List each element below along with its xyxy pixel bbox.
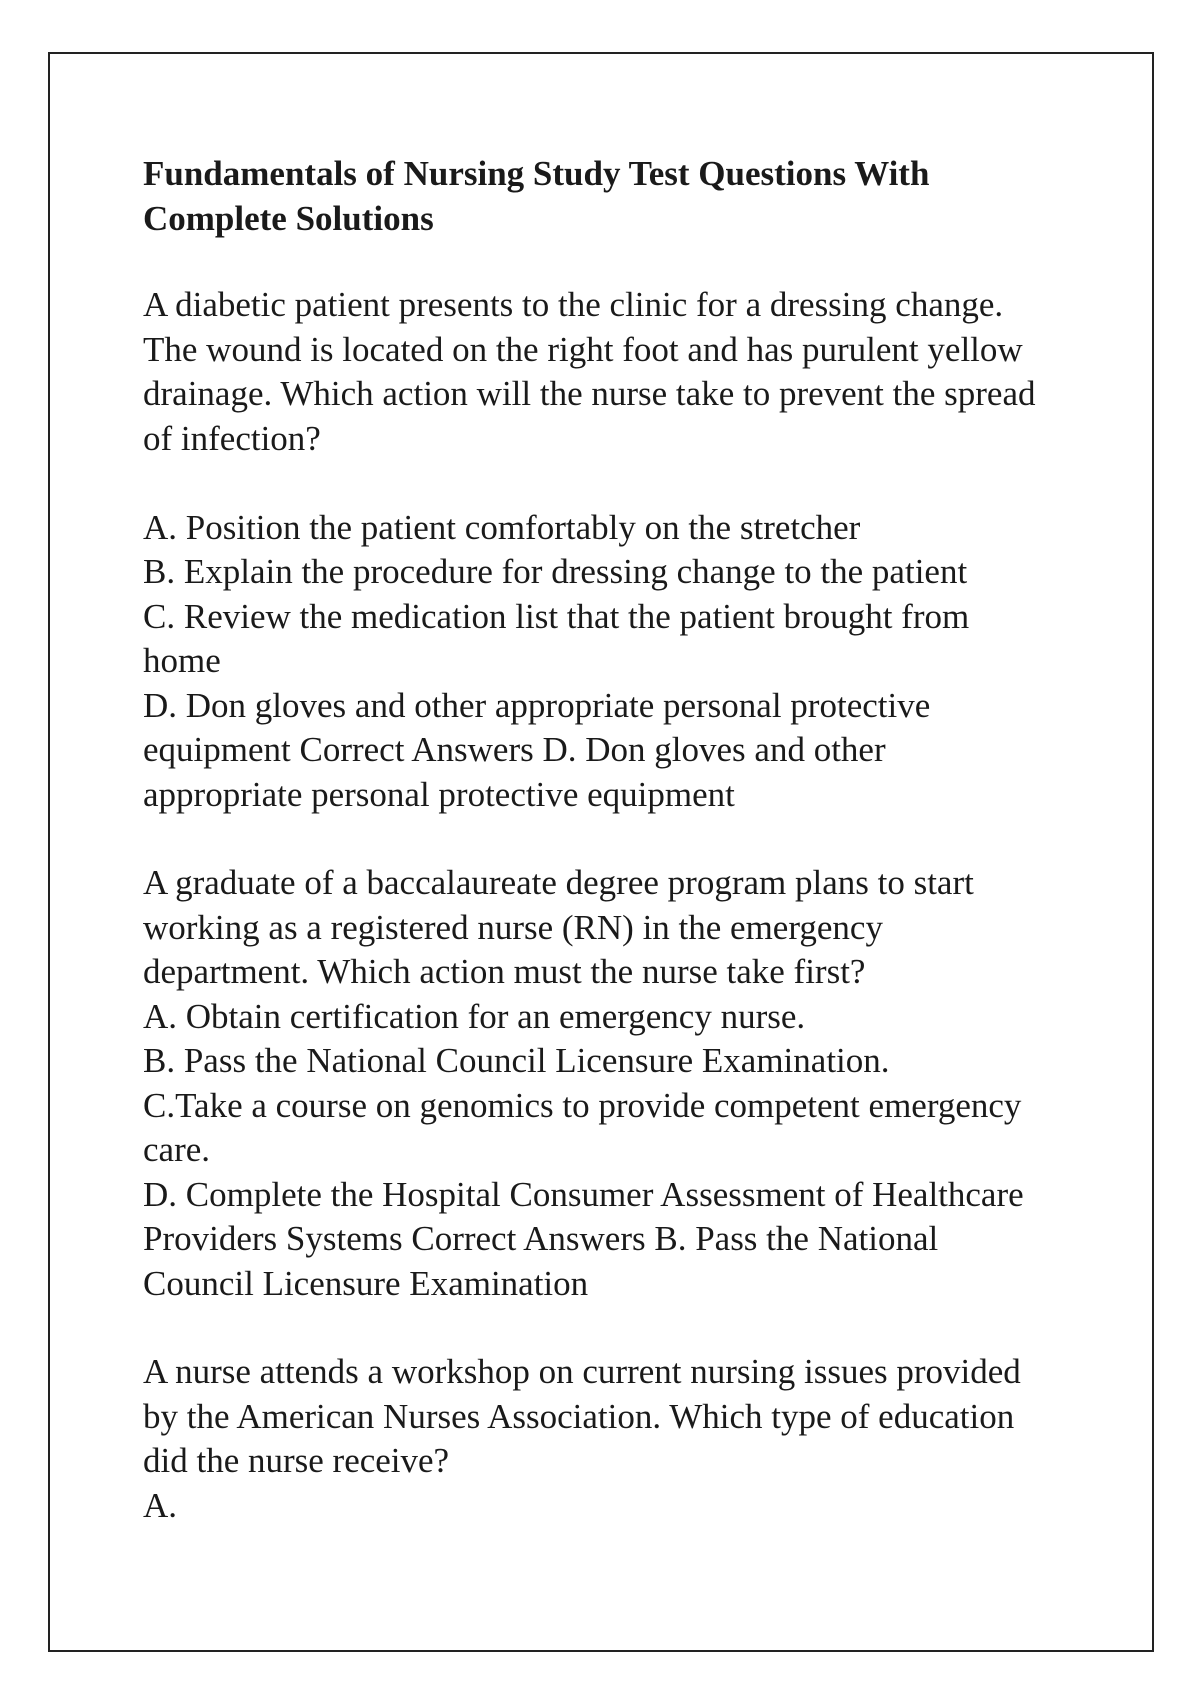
option-line: A. Position the patient comfortably on the stretcher bbox=[143, 507, 861, 547]
option-line: A. bbox=[143, 1485, 178, 1525]
stem-line: working as a registered nurse (RN) in the emergency bbox=[143, 907, 883, 947]
question-3 bbox=[143, 1350, 1063, 1528]
answer-options bbox=[143, 506, 1063, 818]
stem-line: The wound is located on the right foot and has purulent yellow bbox=[143, 329, 1023, 369]
document-title bbox=[143, 152, 1063, 241]
question-1 bbox=[143, 283, 1063, 817]
question-stem bbox=[143, 1350, 1063, 1484]
option-line: care. bbox=[143, 1130, 211, 1169]
option-line: equipment Correct Answers D. Don gloves and other bbox=[143, 730, 886, 769]
document-content bbox=[143, 152, 1063, 1572]
option-line: C.Take a course on genomics to provide competent emergency bbox=[143, 1085, 1022, 1125]
stem-line: A graduate of a baccalaureate degree program plans to start bbox=[143, 863, 974, 902]
stem-line: by the American Nurses Association. Which type of education bbox=[143, 1396, 1015, 1436]
option-line: B. Pass the National Council Licensure Examination. bbox=[143, 1041, 890, 1080]
stem-line: A diabetic patient presents to the clinic for a dressing change. bbox=[143, 285, 1004, 324]
option-line: home bbox=[143, 641, 221, 680]
question-stem bbox=[143, 861, 1063, 995]
option-line: C. Review the medication list that the patient brought from bbox=[143, 596, 970, 636]
option-line: D. Complete the Hospital Consumer Assessment of Healthcare bbox=[143, 1174, 1024, 1214]
question-2 bbox=[143, 861, 1063, 1306]
option-line: appropriate personal protective equipment bbox=[143, 774, 735, 814]
stem-line: drainage. Which action will the nurse take to prevent the spread bbox=[143, 374, 1036, 413]
title-line: Fundamentals of Nursing Study Test Questions With bbox=[143, 154, 930, 193]
answer-options bbox=[143, 995, 1063, 1307]
option-line: B. Explain the procedure for dressing change to the patient bbox=[143, 552, 968, 591]
title-line: Complete Solutions bbox=[143, 198, 434, 238]
question-stem bbox=[143, 283, 1063, 461]
paragraph-gap bbox=[143, 461, 1063, 506]
option-line: D. Don gloves and other appropriate personal protective bbox=[143, 685, 931, 725]
option-line: Council Licensure Examination bbox=[143, 1263, 589, 1303]
option-line: A. Obtain certification for an emergency nurse. bbox=[143, 996, 806, 1036]
stem-line: A nurse attends a workshop on current nursing issues provided bbox=[143, 1352, 1021, 1391]
stem-line: department. Which action must the nurse take first? bbox=[143, 952, 866, 991]
stem-line: of infection? bbox=[143, 418, 321, 458]
answer-options bbox=[143, 1484, 1063, 1529]
stem-line: did the nurse receive? bbox=[143, 1441, 450, 1480]
option-line: Providers Systems Correct Answers B. Pass the National bbox=[143, 1219, 939, 1258]
